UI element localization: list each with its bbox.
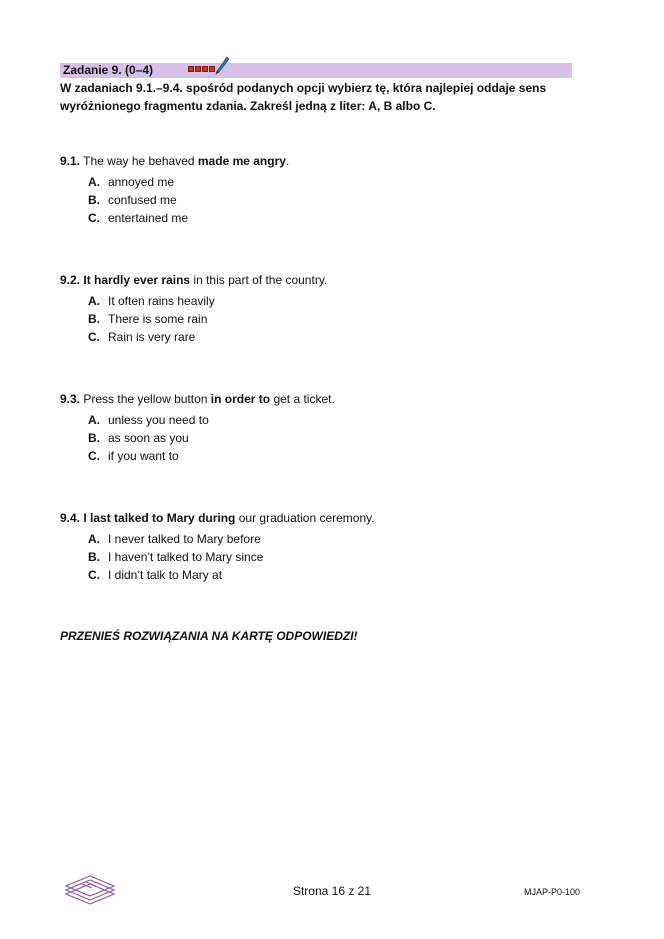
stem-highlight: in order to <box>210 392 271 406</box>
option-letter[interactable]: B. <box>88 312 100 326</box>
question-stem <box>60 391 335 408</box>
question-stem <box>60 153 289 170</box>
point-box-3 <box>202 66 208 72</box>
stem-text: The way he behaved <box>83 154 198 168</box>
question-stem <box>60 510 375 527</box>
question-number: 9.4. <box>60 511 81 525</box>
option-b[interactable] <box>60 429 335 447</box>
option-text: as soon as you <box>108 431 189 445</box>
option-letter[interactable]: A. <box>88 294 100 308</box>
exam-code: MJAP-P0-100 <box>523 887 580 897</box>
stem-highlight: made me angry <box>197 154 286 168</box>
option-text: unless you need to <box>108 413 209 427</box>
option-letter[interactable]: A. <box>88 175 100 189</box>
question-number: 9.3. <box>60 392 81 406</box>
option-text: if you want to <box>108 449 179 463</box>
option-text: I haven’t talked to Mary since <box>108 550 264 564</box>
question-9-2 <box>60 272 327 346</box>
option-letter[interactable]: C. <box>88 568 100 582</box>
option-text: confused me <box>108 193 177 207</box>
option-b[interactable] <box>60 310 327 328</box>
point-box-1 <box>188 66 194 72</box>
option-text: Rain is very rare <box>108 330 196 344</box>
stem-text-end: get a ticket. <box>270 392 335 406</box>
option-text: There is some rain <box>108 312 208 326</box>
option-letter[interactable]: C. <box>88 211 100 225</box>
stem-text: Press the yellow button <box>83 392 211 406</box>
task-title: Zadanie 9. (0–4) <box>63 63 154 77</box>
question-9-4 <box>60 510 375 584</box>
question-9-3 <box>60 391 335 465</box>
option-c[interactable] <box>60 209 289 227</box>
option-b[interactable] <box>60 548 375 566</box>
question-number: 9.2. <box>60 273 81 287</box>
stem-highlight: I last talked to Mary during <box>83 511 236 525</box>
option-text: I never talked to Mary before <box>108 532 261 546</box>
option-c[interactable] <box>60 566 375 584</box>
instruction-line-1: W zadaniach 9.1.–9.4. spośród podanych opcji wybierz tę, która najlepiej oddaje sens <box>60 81 547 95</box>
option-text: entertained me <box>108 211 189 225</box>
stem-text-end: our graduation ceremony. <box>235 511 375 525</box>
instruction-line-2: wyróżnionego fragmentu zdania. Zakreśl jedną z liter: A, B albo C. <box>60 99 436 113</box>
question-stem <box>60 272 327 289</box>
option-letter[interactable]: C. <box>88 449 100 463</box>
option-letter[interactable]: A. <box>88 532 100 546</box>
option-c[interactable] <box>60 447 335 465</box>
question-number: 9.1. <box>60 154 81 168</box>
page-number: Strona 16 z 21 <box>292 884 372 898</box>
option-letter[interactable]: B. <box>88 193 100 207</box>
option-text: I didn’t talk to Mary at <box>108 568 223 582</box>
option-text: annoyed me <box>108 175 175 189</box>
option-letter[interactable]: A. <box>88 413 100 427</box>
question-9-1 <box>60 153 289 227</box>
option-a[interactable] <box>60 292 327 310</box>
option-letter[interactable]: B. <box>88 431 100 445</box>
points-boxes <box>188 66 215 72</box>
option-a[interactable] <box>60 530 375 548</box>
transfer-answers-note: PRZENIEŚ ROZWIĄZANIA NA KARTĘ ODPOWIEDZI! <box>60 629 358 643</box>
option-a[interactable] <box>60 173 289 191</box>
option-c[interactable] <box>60 328 327 346</box>
option-b[interactable] <box>60 191 289 209</box>
stem-highlight: It hardly ever rains <box>83 273 191 287</box>
point-box-2 <box>195 66 201 72</box>
option-a[interactable] <box>60 411 335 429</box>
option-letter[interactable]: B. <box>88 550 100 564</box>
stem-text-end: in this part of the country. <box>190 273 328 287</box>
option-text: It often rains heavily <box>108 294 215 308</box>
task-instruction <box>60 79 580 115</box>
pen-icon <box>214 56 230 76</box>
stem-text-end: . <box>285 154 290 168</box>
option-letter[interactable]: C. <box>88 330 100 344</box>
